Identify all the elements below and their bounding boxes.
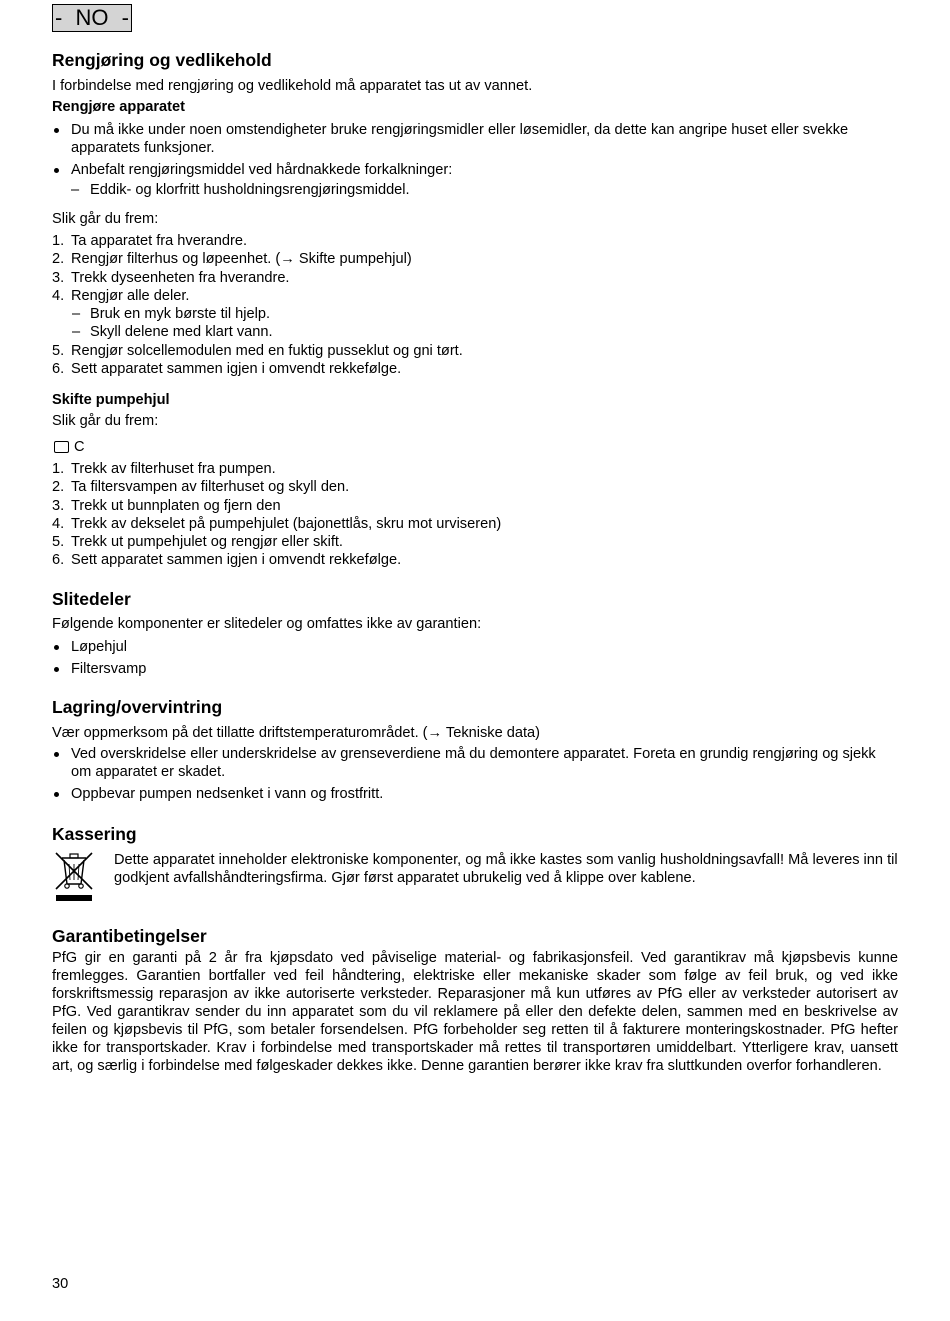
cleaning-subtitle: Rengjøre apparatet bbox=[52, 99, 185, 115]
list-item: – Bruk en myk børste til hjelp. bbox=[71, 305, 898, 323]
list-item bbox=[52, 360, 898, 378]
language-marker bbox=[52, 4, 132, 32]
lang-code: NO bbox=[75, 5, 109, 30]
list-item bbox=[52, 250, 898, 268]
step-number: 4. bbox=[52, 515, 65, 532]
cleaning-steps bbox=[52, 232, 898, 378]
step-number: 3. bbox=[52, 269, 65, 286]
step-text: Sett apparatet sammen igjen i omvendt rekkefølge. bbox=[71, 552, 402, 569]
step-text: Sett apparatet sammen igjen i omvendt rekkefølge. bbox=[71, 361, 402, 378]
step-text: Trekk ut bunnplaten og fjern den bbox=[71, 497, 281, 514]
list-item bbox=[52, 478, 898, 496]
wear-title: Slitedeler bbox=[52, 589, 131, 609]
step-number: 2. bbox=[52, 251, 65, 268]
wear-intro: Følgende komponenter er slitedeler og omfattes ikke av garantien: bbox=[52, 616, 482, 632]
storage-title: Lagring/overvintring bbox=[52, 697, 223, 717]
disposal-section bbox=[52, 824, 898, 903]
step-text: Ta filtersvampen av filterhuset og skyll den. bbox=[71, 479, 350, 496]
cleaning-dash-list bbox=[52, 181, 898, 199]
warranty-text: PfG gir en garanti på 2 år fra kjøpsdato ved påviselige material- og fabrikasjonsfeil. Ved garantikrav må kjøpsbevis kunne fremlegges. Garantien bortfaller ved feil håndtering, elektriske eller mekaniske skader som følge av feil bruk, og ved ikke forskriftsmessig reparasjon av ikke autoriserte verksteder. Reparasjoner må kun utføres av PfG eller av verksteder autorisert av PfG. Ved garantikrav sender du inn apparatet som du vil reklamere på eller den defekte delen, sammen med en beskrivelse av feilen og kjøpsbevis til PfG, som betaler forsendelsen. PfG forbeholder seg retten til å fakturere monteringskostnader. PfG hefter ikke for transportskader. Krav i forbindelse med transportskader må rettes til transportøren umiddelbart. Ytterligere krav, uansett art, og særlig i forbindelse med følgeskader dekkes ikke. Denne garantien berører ikke krav fra sluttkunden overfor forhandleren. bbox=[52, 950, 898, 1074]
storage-bullets bbox=[52, 745, 898, 803]
disposal-title: Kassering bbox=[52, 824, 137, 844]
step-text: Trekk dyseenheten fra hverandre. bbox=[71, 269, 290, 286]
step-number: 5. bbox=[52, 342, 65, 359]
step-number: 1. bbox=[52, 233, 65, 249]
step-text: Rengjør filterhus og løpeenhet. (→ Skifte pumpehjul) bbox=[71, 251, 412, 268]
storage-section bbox=[52, 697, 898, 807]
figure-reference bbox=[52, 438, 898, 456]
cleaning-procedure-label: Slik går du frem: bbox=[52, 211, 159, 227]
pump-procedure-label: Slik går du frem: bbox=[52, 413, 159, 429]
step-text: Trekk av dekselet på pumpehjulet (bajonettlås, skru mot urviseren) bbox=[71, 515, 502, 532]
pump-steps bbox=[52, 460, 898, 570]
list-item bbox=[52, 551, 898, 569]
step-text: Rengjør alle deler. bbox=[71, 287, 190, 304]
step-number: 3. bbox=[52, 497, 65, 514]
warranty-section bbox=[52, 926, 898, 1075]
storage-intro: Vær oppmerksom på det tillatte driftstemperaturområdet. (→ Tekniske data) bbox=[52, 725, 541, 741]
step-number: 5. bbox=[52, 534, 65, 551]
list-item bbox=[52, 342, 898, 360]
weee-crossed-bin-icon bbox=[52, 851, 96, 903]
figure-ref-label: C bbox=[74, 439, 85, 455]
list-item: Ved overskridelse eller underskridelse av grenseverdiene må du demontere apparatet. Foreta en grundig rengjøring og sjekk om apparatet er skadet. bbox=[52, 745, 898, 781]
disposal-row bbox=[52, 851, 898, 903]
step4-subitems bbox=[52, 305, 898, 342]
step-number: 6. bbox=[52, 361, 65, 378]
list-item bbox=[52, 497, 898, 515]
list-item bbox=[52, 269, 898, 287]
step-number: 1. bbox=[52, 461, 65, 477]
lang-dash-right: - bbox=[121, 5, 129, 30]
step-text: Rengjør solcellemodulen med en fuktig pusseklut og gni tørt. bbox=[71, 342, 463, 359]
list-item bbox=[52, 460, 898, 478]
cleaning-title: Rengjøring og vedlikehold bbox=[52, 50, 272, 70]
list-item: Anbefalt rengjøringsmiddel ved hårdnakkede forkalkninger: bbox=[52, 161, 898, 179]
disposal-text: Dette apparatet inneholder elektroniske komponenter, og må ikke kastes som vanlig husholdningsavfall! Må leveres inn til godkjent avfallshåndteringsfirma. Gjør først apparatet ubrukelig ved å klippe over kablene. bbox=[114, 852, 898, 886]
cleaning-section bbox=[52, 50, 898, 378]
pump-subtitle: Skifte pumpehjul bbox=[52, 392, 170, 408]
list-item: Oppbevar pumpen nedsenket i vann og frostfritt. bbox=[52, 785, 898, 803]
wear-section bbox=[52, 589, 898, 682]
cleaning-intro: I forbindelse med rengjøring og vedlikehold må apparatet tas ut av vannet. bbox=[52, 78, 533, 94]
list-item bbox=[52, 232, 898, 250]
pump-section bbox=[52, 391, 898, 570]
list-item: – Skyll delene med klart vann. bbox=[71, 323, 898, 341]
figure-page-icon bbox=[54, 441, 69, 453]
list-item bbox=[52, 287, 898, 342]
cleaning-bullets bbox=[52, 121, 898, 179]
step-number: 6. bbox=[52, 552, 65, 569]
warranty-title: Garantibetingelser bbox=[52, 926, 207, 946]
lang-dash-left: - bbox=[55, 5, 63, 30]
wear-items bbox=[52, 638, 898, 678]
step-text: Trekk ut pumpehjulet og rengjør eller skift. bbox=[71, 534, 343, 551]
list-item bbox=[52, 533, 898, 551]
list-item bbox=[52, 515, 898, 533]
list-item: – Eddik- og klorfritt husholdningsrengjøringsmiddel. bbox=[52, 181, 898, 199]
step-text: Ta apparatet fra hverandre. bbox=[71, 233, 248, 249]
step-number: 2. bbox=[52, 479, 65, 496]
step-text: Trekk av filterhuset fra pumpen. bbox=[71, 461, 276, 477]
list-item: Filtersvamp bbox=[52, 660, 898, 678]
list-item: Du må ikke under noen omstendigheter bruke rengjøringsmidler eller løsemidler, da dette kan angripe huset eller svekke apparatets funksjoner. bbox=[52, 121, 898, 157]
list-item: Løpehjul bbox=[52, 638, 898, 656]
step-number: 4. bbox=[52, 287, 65, 304]
page-number: 30 bbox=[52, 1276, 69, 1292]
